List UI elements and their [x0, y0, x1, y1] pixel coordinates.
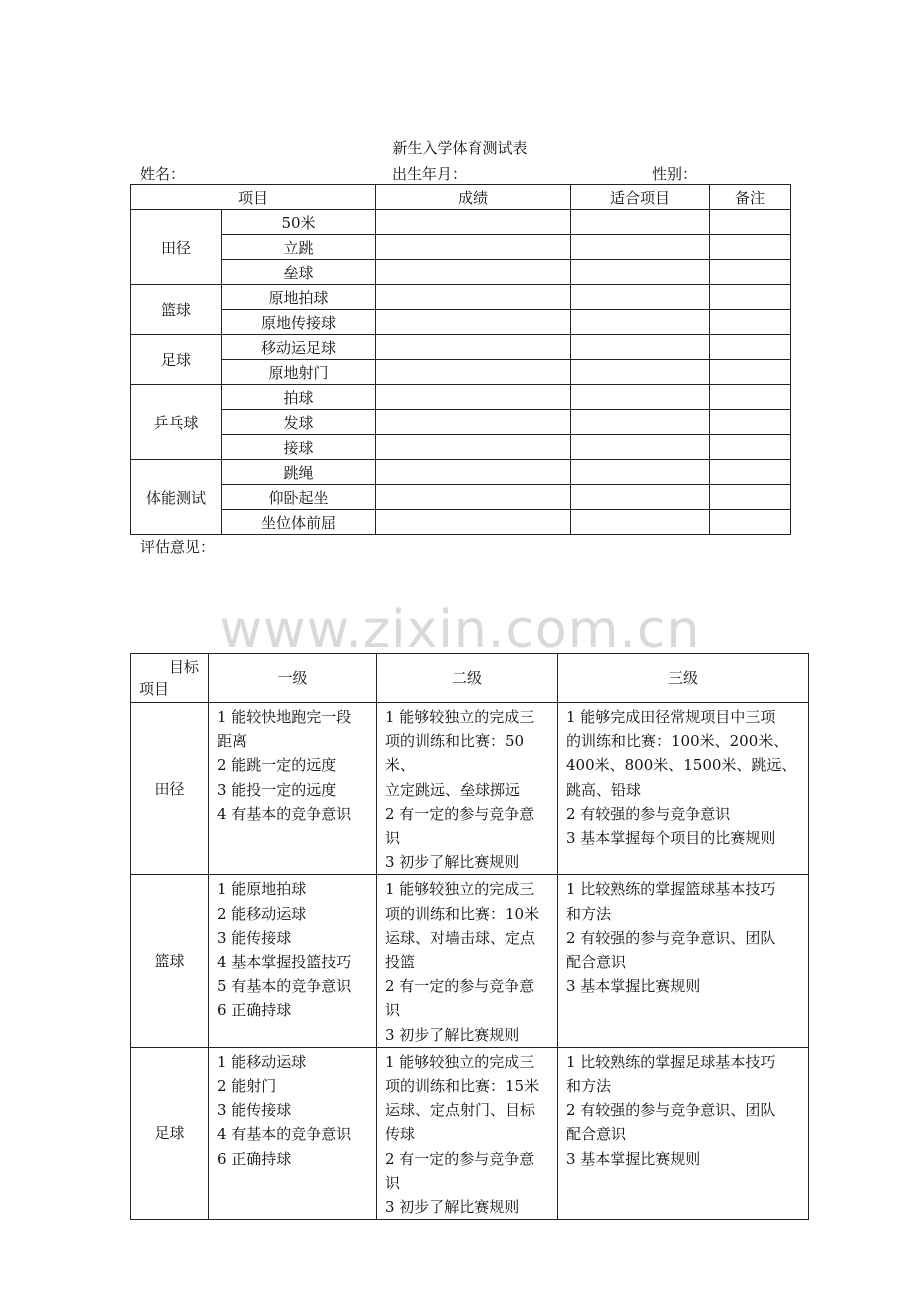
- document-title: 新生入学体育测试表: [392, 139, 528, 157]
- score-cell: [376, 460, 571, 485]
- text-line: 和方法: [566, 1077, 612, 1096]
- text-line: 1 比较熟练的掌握篮球基本技巧: [566, 880, 776, 899]
- text-line: 3 基本掌握比赛规则: [566, 977, 701, 996]
- level-row: [131, 875, 809, 1047]
- text-line: 2 有一定的参与竞争意: [385, 804, 535, 823]
- header-cell: 适合项目: [571, 185, 710, 210]
- category-cell: 足球: [131, 335, 222, 385]
- item-cell: 立跳: [222, 235, 376, 260]
- level-l3-cell: [558, 703, 809, 875]
- item-cell: 原地传接球: [222, 310, 376, 335]
- score-cell: [376, 235, 571, 260]
- level-header: 三级: [558, 654, 809, 703]
- text-line: 2 能射门: [217, 1077, 277, 1096]
- suitable-cell: [571, 410, 710, 435]
- text-line: 识: [385, 829, 401, 848]
- suitable-cell: [571, 235, 710, 260]
- level-l1-cell: [209, 1047, 377, 1219]
- header-cell: 备注: [710, 185, 791, 210]
- sport-cell: 田径: [131, 703, 209, 875]
- text-line: 3 初步了解比赛规则: [385, 1025, 520, 1044]
- text-line: 的训练和比赛：100米、200米、: [566, 732, 789, 751]
- table-row: [131, 235, 791, 260]
- item-cell: 仰卧起坐: [222, 485, 376, 510]
- level-row: [131, 703, 809, 875]
- birth-label: 出生年月：: [392, 165, 468, 183]
- item-cell: 移动运足球: [222, 335, 376, 360]
- level-table: [130, 653, 809, 1220]
- suitable-cell: [571, 485, 710, 510]
- category-cell: 篮球: [131, 285, 222, 335]
- text-line: 运球、对墙击球、定点: [385, 928, 536, 947]
- remark-cell: [710, 235, 791, 260]
- header-cell: 项目: [131, 185, 376, 210]
- remark-cell: [710, 510, 791, 535]
- watermark-text: www.zixin.com.cn: [219, 600, 701, 660]
- level-header: 二级: [377, 654, 558, 703]
- table-row: [131, 385, 791, 410]
- table-row: [131, 335, 791, 360]
- text-line: 400米、800米、1500米、跳远、: [566, 756, 797, 775]
- item-cell: 发球: [222, 410, 376, 435]
- table-row: [131, 285, 791, 310]
- text-line: 2 有一定的参与竞争意: [385, 977, 535, 996]
- score-cell: [376, 385, 571, 410]
- remark-cell: [710, 385, 791, 410]
- remark-cell: [710, 210, 791, 235]
- text-line: 1 能够较独立的完成三: [385, 1052, 535, 1071]
- table-row: [131, 360, 791, 385]
- text-line: 项的训练和比赛：10米: [385, 904, 540, 923]
- text-line: 运球、定点射门、目标: [385, 1101, 536, 1120]
- text-line: 4 有基本的竞争意识: [217, 1125, 352, 1144]
- gender-label: 性别：: [652, 165, 698, 183]
- text-line: 2 有较强的参与竞争意识、团队: [566, 928, 776, 947]
- score-cell: [376, 435, 571, 460]
- level-l2-cell: [377, 1047, 558, 1219]
- corner-top-label: 目标: [169, 658, 200, 676]
- text-line: 1 比较熟练的掌握足球基本技巧: [566, 1052, 776, 1071]
- item-cell: 跳绳: [222, 460, 376, 485]
- suitable-cell: [571, 460, 710, 485]
- text-line: 3 能传接球: [217, 1101, 292, 1120]
- remark-cell: [710, 485, 791, 510]
- text-line: 1 能够完成田径常规项目中三项: [566, 708, 776, 726]
- category-cell: 乒乓球: [131, 385, 222, 460]
- table-header-row: [131, 185, 791, 210]
- remark-cell: [710, 435, 791, 460]
- category-cell: 体能测试: [131, 460, 222, 535]
- score-cell: [376, 285, 571, 310]
- item-cell: 拍球: [222, 385, 376, 410]
- remark-cell: [710, 410, 791, 435]
- text-line: 2 有较强的参与竞争意识、团队: [566, 1101, 776, 1120]
- level-l3-cell: [558, 875, 809, 1047]
- score-cell: [376, 410, 571, 435]
- item-cell: 坐位体前屈: [222, 510, 376, 535]
- suitable-cell: [571, 260, 710, 285]
- text-line: 1 能够较独立的完成三: [385, 880, 535, 899]
- header-cell: 成绩: [376, 185, 571, 210]
- category-cell: 田径: [131, 210, 222, 285]
- text-line: 3 初步了解比赛规则: [385, 853, 520, 872]
- text-line: 投篮: [385, 953, 416, 972]
- text-line: 3 初步了解比赛规则: [385, 1198, 520, 1217]
- level-l1-cell: [209, 703, 377, 875]
- score-cell: [376, 310, 571, 335]
- text-line: 2 有较强的参与竞争意识: [566, 804, 731, 823]
- table-row: [131, 460, 791, 485]
- assessment-label: 评估意见：: [140, 538, 216, 556]
- text-line: 3 能投一定的远度: [217, 780, 337, 799]
- remark-cell: [710, 260, 791, 285]
- table-row: [131, 310, 791, 335]
- remark-cell: [710, 360, 791, 385]
- score-cell: [376, 210, 571, 235]
- text-line: 距离: [217, 732, 248, 751]
- suitable-cell: [571, 285, 710, 310]
- text-line: 传球: [385, 1125, 416, 1144]
- text-line: 6 正确持球: [217, 1001, 292, 1020]
- name-label: 姓名：: [140, 165, 186, 183]
- level-l3-cell: [558, 1047, 809, 1219]
- score-cell: [376, 260, 571, 285]
- item-cell: 接球: [222, 435, 376, 460]
- level-row: [131, 1047, 809, 1219]
- test-table: [130, 184, 791, 535]
- table-row: [131, 410, 791, 435]
- text-line: 1 能原地拍球: [217, 880, 307, 899]
- text-line: 2 有一定的参与竞争意: [385, 1149, 535, 1168]
- corner-cell: [131, 654, 209, 703]
- suitable-cell: [571, 510, 710, 535]
- suitable-cell: [571, 360, 710, 385]
- text-line: 和方法: [566, 904, 612, 923]
- text-line: 跳高、铅球: [566, 780, 642, 799]
- sport-cell: 篮球: [131, 875, 209, 1047]
- remark-cell: [710, 310, 791, 335]
- score-cell: [376, 485, 571, 510]
- suitable-cell: [571, 310, 710, 335]
- item-cell: 50米: [222, 210, 376, 235]
- suitable-cell: [571, 385, 710, 410]
- table-row: [131, 260, 791, 285]
- level-l1-cell: [209, 875, 377, 1047]
- suitable-cell: [571, 210, 710, 235]
- corner-bottom-label: 项目: [139, 680, 170, 698]
- text-line: 3 基本掌握比赛规则: [566, 1149, 701, 1168]
- item-cell: 原地射门: [222, 360, 376, 385]
- score-cell: [376, 510, 571, 535]
- text-line: 3 能传接球: [217, 928, 292, 947]
- text-line: 项的训练和比赛：15米: [385, 1077, 540, 1096]
- text-line: 立定跳远、垒球掷远: [385, 780, 521, 799]
- remark-cell: [710, 285, 791, 310]
- item-cell: 原地拍球: [222, 285, 376, 310]
- suitable-cell: [571, 335, 710, 360]
- text-line: 2 能移动运球: [217, 904, 307, 923]
- text-line: 1 能较快地跑完一段: [217, 708, 352, 726]
- remark-cell: [710, 335, 791, 360]
- text-line: 1 能移动运球: [217, 1052, 307, 1071]
- level-header-row: [131, 654, 809, 703]
- score-cell: [376, 335, 571, 360]
- level-l2-cell: [377, 875, 558, 1047]
- item-cell: 垒球: [222, 260, 376, 285]
- table-row: [131, 510, 791, 535]
- text-line: 项的训练和比赛：50米、: [385, 732, 525, 775]
- level-header: 一级: [209, 654, 377, 703]
- remark-cell: [710, 460, 791, 485]
- table-row: [131, 210, 791, 235]
- level-l2-cell: [377, 703, 558, 875]
- text-line: 5 有基本的竞争意识: [217, 977, 352, 996]
- text-line: 4 基本掌握投篮技巧: [217, 953, 352, 972]
- text-line: 4 有基本的竞争意识: [217, 804, 352, 823]
- text-line: 识: [385, 1001, 401, 1020]
- text-line: 2 能跳一定的远度: [217, 756, 337, 775]
- score-cell: [376, 360, 571, 385]
- text-line: 6 正确持球: [217, 1149, 292, 1168]
- text-line: 配合意识: [566, 1125, 627, 1144]
- sport-cell: 足球: [131, 1047, 209, 1219]
- text-line: 1 能够较独立的完成三: [385, 708, 535, 726]
- text-line: 3 基本掌握每个项目的比赛规则: [566, 829, 776, 848]
- text-line: 配合意识: [566, 953, 627, 972]
- table-row: [131, 435, 791, 460]
- suitable-cell: [571, 435, 710, 460]
- table-row: [131, 485, 791, 510]
- text-line: 识: [385, 1173, 401, 1192]
